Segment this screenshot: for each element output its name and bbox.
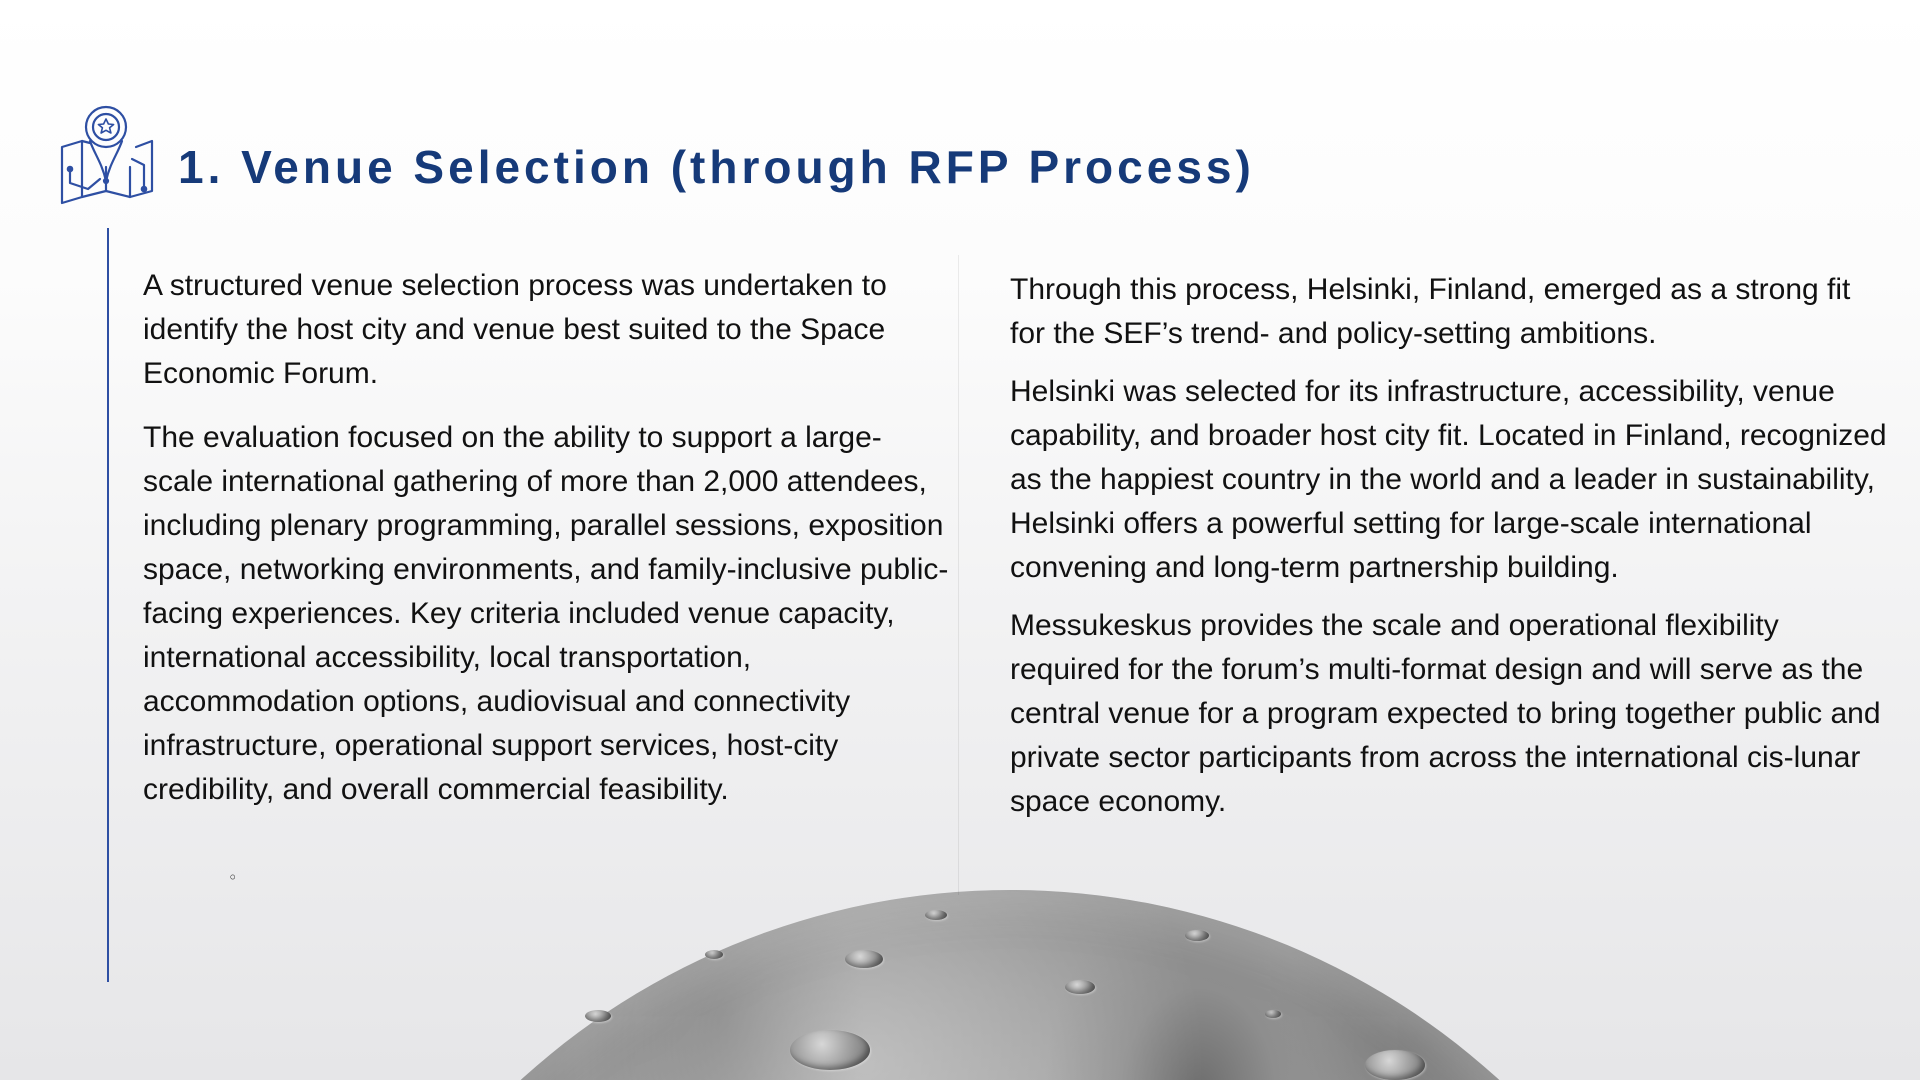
map-location-star-icon [60, 105, 156, 205]
moon-crater [1365, 1050, 1425, 1080]
empty-bullet: ◦ [228, 868, 238, 887]
left-text-column [143, 264, 951, 812]
vertical-accent-rule [107, 228, 109, 982]
moon-crater [845, 950, 883, 968]
moon-crater [1185, 930, 1209, 941]
moon-crater [705, 950, 723, 959]
right-text-column [1010, 268, 1890, 824]
moon-crater [1065, 980, 1095, 994]
moon-image [285, 890, 1735, 1080]
evaluation-paragraph: The evaluation focused on the ability to support a large-scale international gathering of more than 2,000 attendees, including plenary programming, parallel sessions, exposition space, networking environments, and family-inclusive public-facing experiences. Key criteria included venue capacity, international accessibility, local transportation, accommodation options, audiovisual and connectivity infrastructure, operational support services, host-city credibility, and overall commercial feasibility. [143, 421, 949, 806]
moon-crater [790, 1030, 870, 1070]
outcome-paragraph: Through this process, Helsinki, Finland, emerged as a strong fit for the SEF’s trend- and policy-setting ambitions. [1010, 273, 1851, 350]
intro-paragraph: A structured venue selection process was undertaken to identify the host city and venue best suited to the Space Economic Forum. [143, 269, 887, 390]
moon-crater [1265, 1010, 1281, 1018]
moon-crater [585, 1010, 611, 1022]
moon-crater [925, 910, 947, 920]
column-divider [958, 255, 959, 895]
helsinki-paragraph: Helsinki was selected for its infrastructure, accessibility, venue capability, and broader host city fit. Located in Finland, recognized as the happiest country in the world and a leader in sustainability, Helsinki offers a powerful setting for large-scale international convening and long-term partnership building. [1010, 375, 1887, 584]
page-title: 1. Venue Selection (through RFP Process) [178, 141, 1255, 193]
messukeskus-paragraph: Messukeskus provides the scale and operational flexibility required for the forum’s multi-format design and will serve as the central venue for a program expected to bring together public and private sector participants from across the international cis-lunar space economy. [1010, 609, 1881, 818]
